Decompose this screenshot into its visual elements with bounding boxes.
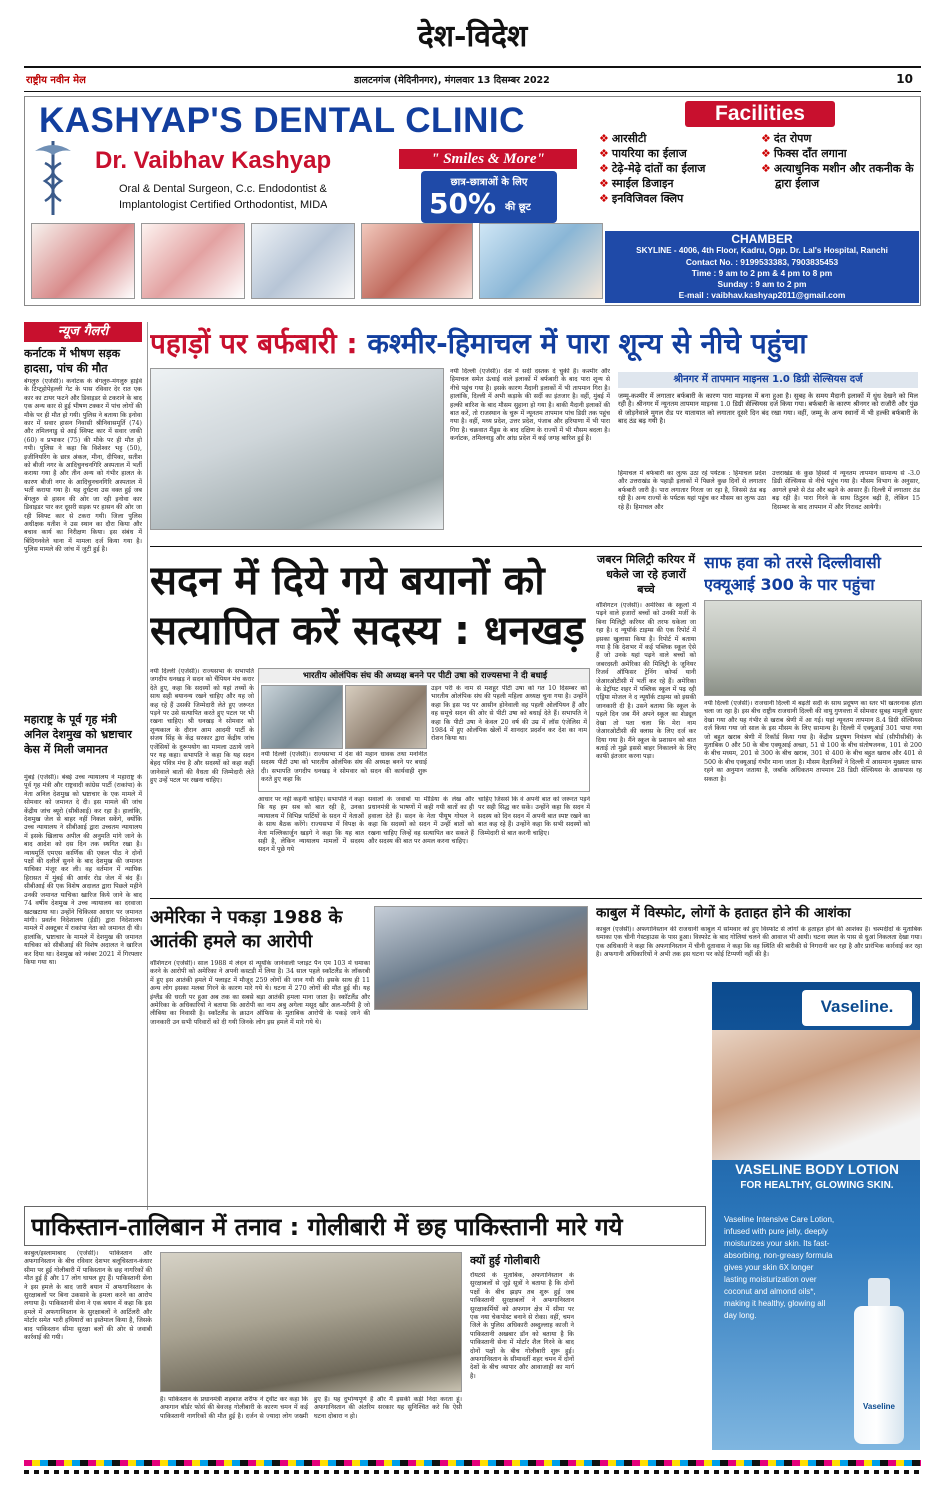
facility-item: ❖ फिक्स दाँत लगाना [761,147,847,160]
why-firing-headline: क्यों हुई गोलीबारी [470,1254,540,1267]
denture-set-photo [141,223,245,299]
discount-box [421,171,557,223]
pt-usha-box [258,668,590,792]
pakistan-mid: है। पाकिस्तान के प्रधानमंत्री शहबाज शरीफ ने ट्वीट कर कहा कि अफगान बॉर्डर फोर्स की बेवजह गोलीबारी के कारण चमन में कई पाकिस्तानी नागरिकों की मौत हुई है। दर्जन से ज्यादा लोग जख्मी हुए हैं। यह दुर्भाग्यपूर्ण है और मैं इसकी कड़ी निंदा करता हूं। अफगानिस्तान की अंतरिम सरकार यह सुनिश्चित करे कि ऐसी घटना दोबारा न हो। [160,1396,462,1420]
bottle-pump [868,1278,890,1308]
delhi-air-body: नयी दिल्ली (एजेंसी)। राजधानी दिल्ली में बढ़ती सर्दी के साथ प्रदूषण का स्तर भी खतरनाक होता चला जा रहा है। इस बीच राष्ट्रीय राजधानी दिल्ली की वायु गुणवत्ता में सोमवार सुबह मामूली सुधार देखा गया और यह गंभीर से खराब श्रेणी में आ गई। यहां न्यूनतम तापमान 8.4 डिग्री सेल्सियस दर्ज किया गया जो साल के इस मौसम के लिए सामान्य है। दिल्ली में एक्यूआई 301 पाया गया जो बहुत खराब श्रेणी में रिकॉर्ड किया गया है। केंद्रीय प्रदूषण नियंत्रण बोर्ड (सीपीसीबी) के मुताबिक 0 और 50 के बीच एक्यूआई अच्छा, 51 से 100 के बीच संतोषजनक, 101 से 200 के बीच मध्यम, 201 से 300 के बीच खराब, 301 से 400 के बीच बहुत खराब और 401 से 500 के बीच एक्यूआई गंभीर माना जाता है। मौसम वैज्ञानिकों ने दिल्ली में आसमान मुख्यतः साफ रहने का अनुमान जताया है, जबकि अधिकतम तापमान 28 डिग्री सेल्सियस के आसपास रह सकता है। [704,700,922,783]
paper-name: राष्ट्रीय नवीन मेल [26,75,86,86]
facilities-left-list [599,131,759,206]
vaseline-title-2: FOR HEALTHY, GLOWING SKIN. [740,1180,894,1191]
discount-suffix: की छूट [505,202,531,213]
children-body: वॉशिंगटन (एजेंसी)। अमेरिका के स्कूलों में पढ़ने वाले हजारों बच्चों को उनकी मर्जी के बिना मिलिट्री करियर की तरफ धकेला जा रहा है। द न्यूयॉर्क टाइम्स की एक रिपोर्ट में इसका खुलासा किया है। रिपोर्ट में बताया गया है कि देशभर में कई पब्लिक स्कूल ऐसे हैं जो उनके यहां पढ़ने वाले बच्चों को जबरदस्ती अमेरिका की मिलिट्री के जूनियर रिजर्व ऑफिसर ट्रेनिंग कोर्प्स यानी जेआरओटीसी में भर्ती कर रहे हैं। अमेरिका के डेट्रॉयट शहर में पब्लिक स्कूल में पढ़ रही एड्रिया मोजल ने द न्यूयॉर्क टाइम्स को इसकी जानकारी दी है। उसने बताया कि स्कूल के पहले दिन जब मैंने अपने स्कूल का शेड्यूल देखा तो पता चला कि मेरा नाम जेआरओटीसी की क्लास के लिए दर्ज कर दिया गया है। मैंने स्कूल के प्रशासन को बात बताई तो मुझे इससे बाहर निकालने के लिए काफी इंतजार करना पड़ा। [596,602,696,761]
dentures-photo [31,223,135,299]
snow-headline-red: पहाड़ों पर बर्फबारी : [150,327,358,360]
clinic-name: KASHYAP'S DENTAL CLINIC [39,101,525,140]
news-gallery-label: न्यूज गैलरी [24,322,142,342]
snow-headline [150,324,922,364]
facility-item: ❖ आरसीटी [599,132,647,145]
dental-photo-strip [31,221,605,301]
masthead-bar [24,70,921,90]
column-rule [147,322,148,1210]
chamber-address: SKYLINE - 4006, 4th Floor, Kadru, Opp. Dr. Lal's Hospital, Ranchi [636,246,888,255]
vaseline-title-1: VASELINE BODY LOTION [735,1162,899,1177]
chamber-time: Time : 9 am to 2 pm & 4 pm to 8 pm [691,268,833,278]
facilities-right-list [761,131,921,191]
dental-clinic-ad [24,96,921,306]
children-headline: जबरन मिलिट्री करियर में धकेले जा रहे हजारों बच्चे [597,553,695,596]
story-headline: महाराष्ट्र के पूर्व गृह मंत्री अनिल देशमुख को भ्रष्टाचार केस में मिली जमानत [24,713,132,756]
caduceus-icon [31,137,75,217]
snow-box-1: हिमाचल में बर्फबारी का लुत्फ उठा रहे पर्यटक : हिमाचल प्रदेश और उत्तराखंड के पहाड़ी इलाकों में पिछले कुछ दिनों से लगातार बर्फबारी जारी है। पारा लगातार गिरता जा रहा है, जिससे ठंड बढ़ रही है। अन्य राज्यों के पर्यटक यहां पहुंच कर मौसम का लुत्फ उठा रहे हैं। हिमाचल और [618,470,766,511]
facility-item: ❖ इनविजिवल क्लिप [599,192,684,205]
qualification-line-2: Implantologist Certified Orthodontist, MIDA [119,199,328,211]
dhankhar-column-1: नयी दिल्ली (एजेंसी)। राज्यसभा के सभापति जगदीप धनखड़ ने सदन को चैंपियन मंच करार देते हुए, कहा कि सदस्यों को यहां तथ्यों के साथ सही बयानन्य रखने चाहिए और यह जो कह रहे हैं उसकी जिम्मेदारी लेते हुए जरूरत पड़ने पर उसे सत्यापित करते हुए पटल पर भी रखना चाहिए। श्री धनखड़ ने सोमवार को शून्यकाल के दौरान आम आदमी पार्टी के संजय सिंह के केंद्र सरकार द्वारा केंद्रीय जांच एजेंसियों के दुरूपयोग का मामला उठाये जाने पर यह कहा। सभापति ने कहा कि यह सदन बेहद पवित्र मंच है और सदस्यों को कहा कहीं जानेवाले बातों की वैधता की जिम्मेदारी लेते हुए उन्हें पटल पर रखना चाहिए। [150,668,254,785]
color-stripe-top [24,1460,921,1466]
border-fence-photo [160,1252,462,1392]
smog-photo [704,600,922,696]
snow-sub-body: जम्मू-कश्मीर में लगातार बर्फबारी के कारण पारा माइनस में बना हुआ है। सुबह के समय मैदानी इलाकों में धुंध देखने को मिल रही है। श्रीनगर में न्यूनतम तापमान माइनस 1.0 डिग्री सेल्सियस दर्ज किया गया। बर्फबारी के कारण श्रीनगर को राजौरी और पुंछ से जोड़नेवाले मुगल रोड पर यातायात को लगातार दूसरे दिन बंद रखा गया। वहीं, जम्मू के अन्य स्थानों में भी हल्की बर्फबारी के बाद ठंड बढ़ गयी है। [618,392,918,426]
dhankhar-column-c: चाहिए जिससे कि वे अपनी बात को जरूरत पड़ने पर सही सिद्ध कर सकें। उन्होंने कहा कि सदन में सदस्य को दिन सदन में अपनी बात स्पष्ट रखने का बात कह रहे हैं। उन्होंने कहा कि सभी सदस्यों को जिम्मेदारी से बात करनी चाहिए। [478,796,590,837]
lotion-bottle [850,1278,908,1444]
dhankhar-column-a: आधार पर नहीं कहनी चाहिए। सभापति ने कहा कि यह हम सब को बात रही है, उनका न्यायालय में विभिन्न पार्टियों के सदन में नेताओं के साथ बैठक करेंगे। राज्यसभा में विपक्ष के नेता मल्लिकार्जुन खड़गे ने कहा कि यह बात सही है, लेकिन न्यायालय मामलों में सदस्य सदन में पूछे गये [258,796,364,854]
kabul-body: काबुल (एजेंसी)। अफगानिस्तान की राजधानी काबुल में सोमवार को हुए विस्फोट से लोगों के हताहत होने की आशंका है। चश्मदीदों के मुताबिक धमाका एक चीनी गेस्टहाउस के पास हुआ। विस्फोट के बाद गोलियां चलने की आवाज भी आयी। घटना स्थल के पास से धुआं निकलता देखा गया। एक अधिकारी ने कहा कि अफगानिस्तान में चीनी दूतावास ने कहा कि वह स्थिति की बारीकी से निगरानी कर रहा है और प्रारंभिक कार्रवाई कर रहा है। अफगानी अधिकारियों ने अभी तक इस घटना पर कोई टिप्पणी नहीं की है। [596,926,922,959]
vaseline-logo [802,990,912,1026]
model-photo [712,1030,920,1160]
facility-item: ❖ स्माईल डिजाइन [599,177,674,190]
facilities-title: Facilities [685,101,835,127]
news-gallery [24,322,144,1210]
kabul-headline: काबुल में विस्फोट, लोगों के हताहत होने की आशंका [596,905,851,921]
story-headline: कर्नाटक में भीषण सड़क हादसा, पांच की मौत [24,347,121,375]
pt-usha-body: उड़न परी के नाम से मशहूर पीटी उषा को गत 10 दिसम्बर को भारतीय ओलंपिक संघ की पहली महिला अध्यक्ष चुना गया है। उन्होंने कहा कि इस पद पर आसीन होनेवाली वह पहली ओलंपियन हैं और वह समूचे सदन की ओर से पीटी उषा को बधाई देते हैं। सभापति ने कहा कि पीटी उषा ने केवल 20 वर्ष की उम्र में लॉस एंजेलिस में 1984 में हुए ओलंपिक खेलों में शानदार प्रदर्शन कर देश का नाम रोशन किया था। [431,685,587,743]
story-body: मुंबई (एजेंसी)। बंबई उच्च न्यायालय ने महाराष्ट्र के पूर्व गृह मंत्री और राष्ट्रवादी कांग्रेस पार्टी (राकांपा) के नेता अनिल देशमुख को भ्रष्टाचार के एक मामले में सोमवार को जमानत दे दी। इस मामले की जांच केंद्रीय जांच ब्यूरो (सीबीआई) कर रहा है। हालांकि, देशमुख जेल से बाहर नहीं निकल सकेंगे, क्योंकि उच्च न्यायालय ने सीबीआई द्वारा उच्चतम न्यायालय में इसके खिलाफ अपील की अनुमति मांगे जाने के बाद आदेश को दस दिन तक स्थगित रखा है। न्यायमूर्ति एमएस कार्णिक की एकल पीठ ने दोनों पक्षों की दलीलें सुनने के बाद देशमुख की जमानत याचिका मंजूर कर ली। वह वर्तमान में न्यायिक हिरासत में मुंबई की आर्थर रोड जेल में बंद हैं। सीबीआई की एक विशेष अदालत द्वारा पिछले महीने उनकी जमानत याचिका खारिज किये जाने के बाद 74 वर्षीय देशमुख ने उच्च न्यायालय का दरवाजा खटखटाया था। उन्होंने चिकित्सा आधार पर जमानत मांगी। प्रवर्तन निदेशालय (ईडी) द्वारा निदेशालय मामले में अक्टूबर में राकांपा नेता को जमानत दी थी। हालांकि, भ्रष्टाचार के मामले में देशमुख की जमानत याचिका को सीबीआई की विशेष अदालत ने खारिज कर दिया था। देशमुख को नवंबर 2021 में गिरफ्तार किया गया था। [24,774,142,966]
pakistan-headline-box [24,1206,706,1246]
implant-photo [251,223,355,299]
snow-subhead: श्रीनगर में तापमान माइनस 1.0 डिग्री सेल्सियस दर्ज [618,372,918,388]
color-stripe-bottom [24,1470,921,1474]
section-rule [150,546,922,547]
chamber-contact: Contact No. : 9199533383, 7903835453 [685,257,839,267]
chamber-email: E-mail : vaibhav.kashyap2011@gmail.com [678,290,846,300]
pt-usha-photo [345,685,427,749]
discount-percent: 50% [429,187,497,220]
page-number: 10 [896,72,913,86]
facility-item: ❖ टेढ़े-मेढ़े दांतों का ईलाज [599,162,706,175]
section-rule [150,898,922,899]
bottle-label: Vaseline [862,1402,896,1411]
masthead-rule-bottom [24,91,921,92]
dhankhar-photo [261,685,343,749]
facility-item: ❖ दंत रोपण [761,132,812,145]
vaseline-copy: Vaseline Intensive Care Lotion, infused with pure jelly, deeply moisturizes your skin. Its fast-absorbing, non-greasy formula gives your skin 6X longer lasting moisturization over coconut and almond oils*, making it healthy, glowing all day long. [724,1215,835,1320]
pakistan-body: काबुल/इस्लामाबाद (एजेंसी)। पाकिस्तान और अफगानिस्तान के बीच रविवार देशभर बलूचिस्तान-कंधार सीमा पर हुई गोलीबारी में पाकिस्तान के छह नागरिकों की मौत हुई है और 17 लोग घायल हुए हैं। पाकिस्तानी सेना ने इस हमले के बाद जारी बयान में अफगानिस्तान के सुरक्षाबलों पर बिना उकसावे के हमला करने का आरोप लगाया है। पाकिस्तानी सेना ने एक बयान में कहा कि इस हमले में अफगानिस्तान के सुरक्षाबलों ने आर्टिलरी और मोर्टार समेत भारी हथियारों का इस्तेमाल किया है, जिसके बाद पाकिस्तान सीमा सुरक्षा बलों की ओर से जवाबी कार्रवाई की गयी। [24,1250,152,1342]
vaseline-brand: Vaseline. [820,997,894,1016]
lockerbie-headline: अमेरिका ने पकड़ा 1988 के आतंकी हमले का आरोपी [150,907,343,952]
snow-body: नयी दिल्ली (एजेंसी)। देश में सर्दी दस्तक दे चुकी है। कश्मीर और हिमाचल समेत ऊंचाई वाले इलाकों में बर्फबारी के बाद पारा शून्य से नीचे पहुंच गया है। इसके कारण मैदानी इलाकों में भी तापमान गिरा है। हालांकि, दिल्ली में अभी कड़ाके की सर्दी का इंतजार है। वहीं, मुंबई में हल्की बारिश के बाद मौसम सुहाना हो गया है। बाकी मैदानी इलाकों की बात करें, तो राजस्थान के चुरू में न्यूनतम तापमान पांच डिग्री तक पहुंच गया है। वहीं, मध्य प्रदेश, उत्तर प्रदेश, पंजाब और हरियाणा में भी पारा गिरा है। चक्रवात मैंडूस के बाद दक्षिण के राज्यों में भी मौसम बदला है। कर्नाटक, तमिलनाडु और आंध्र प्रदेश में कई जगह बारिश हुई है। [450,368,610,443]
smile-photo [361,223,473,299]
chamber-title: CHAMBER [731,232,793,246]
why-firing-body: रॉयटर्स के मुताबिक, अफगानिस्तान के सुरक्षाबलों से जुड़े सूत्रों ने बताया है कि दोनों पक्षों के बीच झड़प तब शुरू हुई जब पाकिस्तानी सुरक्षाबलों ने अफगानिस्तान सुरक्षाकर्मियों को अफगान क्षेत्र में सीमा पर एक नया चेकपोस्ट बनाने से रोका। वहीं, चमन जिले के पुलिस अधिकारी अब्दुल्लाह काजी ने पाकिस्तानी अखबार डॉन को बताया है कि पाकिस्तानी सेना में मोर्टार शैल गिरने के बाद दोनों पक्षों के बीच गोलीबारी शुरू हुई। अफगानिस्तान के सीमावर्ती शहर चमन में दोनों देशों के बीच व्यापार और आवाजाही का मार्ग है। [470,1272,574,1380]
facility-item: ❖ अत्याधुनिक मशीन और तकनीक के द्वारा ईलाज [761,162,914,190]
section-title: देश-विदेश [417,19,528,54]
dhankhar-column-b: सवालों के जवाबों या मीडिया के लेख और प्रधानमंत्री के भाषणों में कही गयी बातों का ही हवाला देते हैं। सदन के नेता पीयूष गोयल ने कहा कि सदस्यों को सदन में उन्हीं बातों को रखना चाहिए जिन्हें वह सत्यापित कर सकते हैं और सदस्य की बात पर अमल करना चाहिए। [368,796,474,846]
snow-box-2: उत्तराखंड के कुछ हिस्सों में न्यूनतम तापमान सामान्य से -3.0 डिग्री सेल्सियस से नीचे पहुंच गया है। मौसम विभाग के अनुसार, आगले हफ्ते से ठंड और बढ़ने के आसार हैं। दिल्ली में लगातार ठंड बढ़ रही है। पारा गिरने के साथ ठिठुरन बढ़ी है, लेकिन 15 दिसम्बर के बाद तापमान में और गिरावट आयेगी। [772,470,920,511]
pt-usha-headline: भारतीय ओलंपिक संघ की अध्यक्ष बनने पर पीटी उषा को राज्यसभा ने दी बधाई [259,669,590,683]
child-dentist-photo [479,223,603,299]
dhankhar-headline: सदन में दिये गये बयानों को सत्यापित करें सदस्य : धनखड़ [150,558,585,654]
delhi-air-headline: साफ हवा को तरसे दिल्लीवासी एक्यूआई 300 के पार पहुंचा [704,553,881,594]
bottle-body [854,1306,904,1444]
doctor-name: Dr. Vaibhav Kashyap [95,147,332,174]
pt-usha-caption: नयी दिल्ली (एजेंसी)। राज्यसभा में देश की महान धावक तथा मनोनीत सदस्य पीटी उषा को भारतीय ओलंपिक संघ की अध्यक्ष बनने पर बधाई दी। सभापति जगदीप धनखड़ ने सोमवार को सदन की कार्यवाही शुरू करते हुए कहा कि [261,751,427,784]
chamber-sunday: Sunday : 9 am to 2 pm [717,279,807,289]
lockerbie-body: वॉशिंगटन (एजेंसी)। साल 1988 में लंदन से न्यूयॉर्क जानेवाली प्लाइट पैन एम 103 में धमाका करने के आरोपी को अमेरिका ने अपनी कस्टडी में लिया है। 34 साल पहले स्कॉटलैंड के लॉकरबी में हुए इस आतंकी हमले में फ्लाइट में मौजूद 259 लोगों की जान गयी थी। इसके साथ ही 11 अन्य लोग इसका मलबा गिरने के कारण मारे गये थे। घटना में 270 लोगों की मौत हुई थी। यह इंग्लैंड की धरती पर हुआ अब तक का सबसे बड़ा आतंकी हमला माना जाता है। स्कॉटलैंड और अमेरिका के अधिकारियों ने बताया कि आरोपी का नाम अबु अगेला मसूद खीर अल-मरीमी है जो लीबिया का निवासी है। स्कॉटलैंड के क्राउन ऑफिस के मुताबिक आरोपी के पकड़े जाने की जानकारी उन सभी परिवारों को दी गयी जिनके लोग इस हमले में मारे गये थे। [150,960,370,1026]
smiles-tagline: " Smiles & More" [399,149,577,169]
story-body: बेंगलुरु (एजेंसी)। कर्नाटक के बेंगलुरु-मंगलुरु हाईवे के टिप्ट्होपेहल्ली गेट के पास रविवार देर रात एक कार का टायर फटने और डिवाइडर से टकराने के बाद एक अन्य कार से हुई भीषण टक्कर में पांच लोगों की मौके पर ही मौत हो गयी। पुलिस ने बताया कि इनोवा कार में सवार हासन निवासी श्रीनिवासमूर्ति (74) और तमिलनाडु से आई स्विफ्ट कार में सवार जाकी (60) व प्रभाकर (75) की मौके पर ही मौत हो गयी। पुलिस ने कहा कि विशेश्वर भट्ट (50), इजीनियरिंग के छात्र अंकल, मीना, दीपिका, सतीश को बीजी नगर के आदिचुनचनगिरि अस्पताल में भर्ती कराया गया है और तीन अन्य को गंभीर हालत के कारण बीजी नगर के आदिचुनचनगिरि अस्पताल में भर्ती कराया गया है। यह दुर्घटना उस वक्त हुई जब बेंगलुरु से हासन की ओर जा रही इनोवा कार डिवाइडर पार कर दूसरी सड़क पर हासन की ओर जा रही स्विफ्ट कार से टकरा गयी। जिला पुलिस अधीक्षक यतीश ने उस स्थान का दौरा किया और बचाव कार्य का निरीक्षण किया। इस संबंध में बिंदिगनवेले थाना में मामला दर्ज किया गया है। पुलिस मामले की जांच में जुटी हुई है। [24,378,142,554]
snowfall-photo [150,368,444,530]
facility-item: ❖ पायरिया का ईलाज [599,147,687,160]
plane-wreck-photo [374,906,588,1010]
masthead-rule [24,66,921,68]
snow-headline-blue: कश्मीर-हिमाचल में पारा शून्य से नीचे पहुंचा [367,327,807,360]
pakistan-headline: पाकिस्तान-तालिबान में तनाव : गोलीबारी में छह पाकिस्तानी मारे गये [31,1213,623,1241]
chamber-box [605,231,919,303]
dateline: डालटनगंज (मेदिनीनगर), मंगलवार 13 दिसम्बर 2022 [354,75,550,86]
qualification-line-1: Oral & Dental Surgeon, C.c. Endodontist & [119,183,327,195]
discount-text: छात्र-छात्राओं के लिए [450,177,528,188]
